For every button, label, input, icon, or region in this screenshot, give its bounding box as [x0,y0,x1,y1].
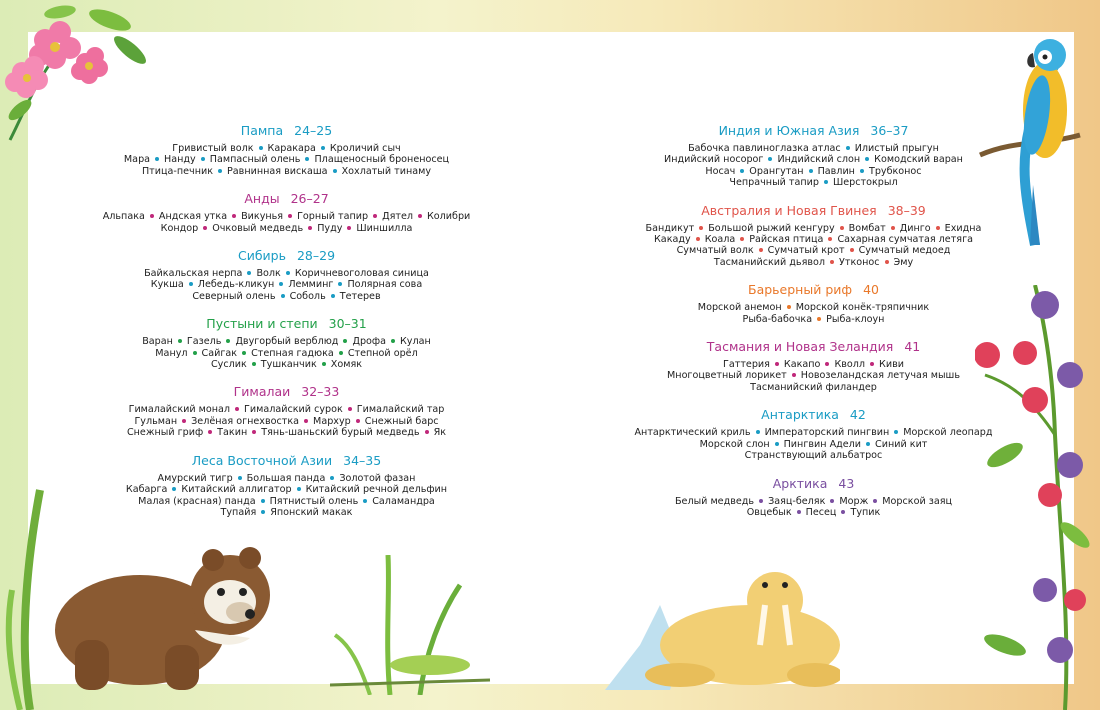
animal-name: Эму [893,256,914,268]
animal-name: Кукша [150,279,184,291]
animal-name: Андская утка [158,211,228,223]
animal-name: Варан [142,336,173,348]
animal-name: Газель [186,336,222,348]
bullet-dot-icon [281,294,285,298]
animal-name: Песец [805,506,837,518]
animal-name: Тупик [850,506,881,518]
bullet-dot-icon [363,499,367,503]
bullet-dot-icon [846,146,850,150]
animal-name: Тушканчик [260,359,317,371]
bullet-dot-icon [347,226,351,230]
walrus-illustration [600,545,840,690]
bullet-dot-icon [201,157,205,161]
bullet-dot-icon [261,499,265,503]
animal-line [100,416,473,427]
animal-line [100,484,473,495]
spectacled-bear-illustration [45,530,275,695]
bullet-dot-icon [172,487,176,491]
bullet-dot-icon [824,180,828,184]
animal-line [100,143,473,154]
animal-name: Синий кит [875,438,928,450]
animal-name: Овцебык [746,506,792,518]
animal-name: Мархур [313,415,351,427]
bullet-dot-icon [218,169,222,173]
bullet-dot-icon [338,282,342,286]
section-heading [100,191,473,207]
section-heading [627,339,1000,355]
animal-name: Кроличий сыч [329,143,401,154]
animal-name: Пампасный олень [209,154,301,166]
animal-name: Полярная сова [347,279,423,291]
bullet-dot-icon [870,362,874,366]
bullet-dot-icon [759,248,763,252]
bullet-dot-icon [391,339,395,343]
contents-section [627,407,1000,461]
animal-name: Морской леопард [903,427,993,439]
bullet-dot-icon [850,248,854,252]
animal-name: Альпака [102,211,145,223]
bullet-dot-icon [308,226,312,230]
section-page-numbers: 34–35 [343,452,382,468]
animal-name: Такин [217,427,248,439]
section-page-numbers: 40 [863,282,879,298]
animal-name: Байкальская нерпа [144,268,243,280]
animal-name: Гималайский тар [356,404,445,416]
animal-line [100,154,473,165]
animal-name: Зелёная огнехвостка [191,415,300,427]
animal-name: Пятнистый олень [269,495,359,507]
bullet-dot-icon [866,442,870,446]
bullet-dot-icon [333,169,337,173]
bullet-dot-icon [775,362,779,366]
animal-name: Хомяк [330,359,363,371]
animal-name: Кволл [834,359,866,371]
section-page-numbers: 38–39 [887,202,926,218]
animal-name: Заяц-беляк [768,495,826,507]
section-page-numbers: 42 [849,407,866,423]
animal-name: Пингвин Адели [783,438,862,450]
animal-line [627,359,1000,370]
animal-name: Саламандра [372,495,435,507]
animal-name: Волк [256,268,281,280]
section-heading [627,123,1000,139]
bullet-dot-icon [830,499,834,503]
contents-section [627,476,1000,519]
section-page-numbers: 43 [838,475,855,491]
animal-name: Плащеносный броненосец [314,154,450,166]
section-heading [100,453,473,469]
section-heading [100,248,473,264]
animal-line [627,370,1000,381]
bullet-dot-icon [873,499,877,503]
bullet-dot-icon [828,237,832,241]
bullet-dot-icon [418,214,422,218]
animal-name: Комодский варан [874,154,963,166]
section-heading [627,407,1000,423]
contents-section [627,339,1000,393]
section-heading [627,282,1000,298]
animal-name: Многоцветный лорикет [667,370,787,382]
animal-name: Степная гадюка [251,347,334,359]
section-title: Леса Восточной Азии [191,452,333,468]
animal-line [627,439,1000,450]
bullet-dot-icon [193,351,197,355]
animal-name: Сайгак [201,347,238,359]
animal-line [627,382,1000,393]
animal-name: Ехидна [944,222,982,234]
animal-name: Илистый прыгун [854,143,939,154]
section-page-numbers: 41 [904,339,921,355]
animal-name: Индийский носорог [664,154,764,166]
section-title: Австралия и Новая Гвинея [701,202,877,218]
bullet-dot-icon [288,214,292,218]
bullet-dot-icon [825,362,829,366]
animal-line [100,291,473,302]
animal-name: Манул [155,347,188,359]
contents-section [100,248,473,302]
bullet-dot-icon [740,237,744,241]
bullet-dot-icon [259,146,263,150]
contents-section [100,123,473,177]
animal-name: Динго [899,222,931,234]
bullet-dot-icon [787,305,791,309]
animal-line [627,257,1000,268]
bullet-dot-icon [252,362,256,366]
animal-name: Мара [123,154,151,166]
animal-name: Тетерев [339,290,381,302]
bullet-dot-icon [356,419,360,423]
animal-name: Сумчатый медоед [858,245,951,257]
animal-name: Дятел [382,211,413,223]
bullet-dot-icon [936,226,940,230]
animal-line [100,336,473,347]
animal-name: Соболь [289,290,326,302]
animal-name: Носач [705,165,736,177]
bullet-dot-icon [238,476,242,480]
animal-name: Тянь-шаньский бурый медведь [261,427,420,439]
bullet-dot-icon [797,510,801,514]
bullet-dot-icon [792,373,796,377]
animal-name: Индийский слон [777,154,861,166]
animal-name: Горный тапир [297,211,369,223]
contents-section [627,203,1000,269]
section-heading [627,203,1000,219]
bullet-dot-icon [348,407,352,411]
animal-name: Двугорбый верблюд [235,336,339,348]
animal-name: Гаттерия [723,359,770,371]
animal-name: Морской анемон [697,302,782,314]
bullet-dot-icon [155,157,159,161]
animal-name: Северный олень [192,290,276,302]
animal-name: Тасманийский филандер [750,381,877,393]
animal-name: Бандикут [645,222,695,234]
animal-name: Императорский пингвин [764,427,890,439]
bullet-dot-icon [150,214,154,218]
animal-name: Кулан [400,336,431,348]
section-page-numbers: 26–27 [290,191,329,207]
bullet-dot-icon [232,214,236,218]
animal-name: Утконос [839,256,880,268]
animal-line [627,166,1000,177]
animal-line [627,143,1000,154]
animal-name: Чепрачный тапир [729,177,819,189]
bullet-dot-icon [756,430,760,434]
animal-name: Рыба-бабочка [742,313,813,325]
bullet-dot-icon [759,499,763,503]
contents-section [627,282,1000,325]
bullet-dot-icon [279,282,283,286]
bullet-dot-icon [330,476,334,480]
animal-name: Нанду [164,154,196,166]
animal-name: Дрофа [352,336,386,348]
animal-name: Шерстокрыл [833,177,898,189]
section-title: Антарктика [761,407,839,423]
animal-name: Трубконос [868,165,922,177]
animal-line [100,507,473,518]
bullet-dot-icon [322,362,326,366]
animal-name: Очковый медведь [212,222,304,234]
animal-name: Гималайский сурок [244,404,343,416]
bullet-dot-icon [830,260,834,264]
animal-name: Большая панда [246,472,326,484]
animal-name: Суслик [210,359,247,371]
animal-name: Странствующий альбатрос [744,450,883,462]
animal-line [100,427,473,438]
bullet-dot-icon [226,339,230,343]
animal-name: Викунья [241,211,284,223]
bullet-dot-icon [252,430,256,434]
animal-name: Снежный барс [364,415,439,427]
bullet-dot-icon [343,339,347,343]
animal-line [627,234,1000,245]
grass-plants-illustration [330,555,495,695]
section-title: Пампа [240,123,284,138]
animal-name: Колибри [426,211,471,223]
bullet-dot-icon [305,157,309,161]
section-heading [100,123,473,139]
animal-name: Коала [704,234,736,246]
animal-name: Гривистый волк [172,143,254,154]
section-title: Анды [244,191,280,207]
bullet-dot-icon [182,419,186,423]
bullet-dot-icon [189,282,193,286]
section-title: Тасмания и Новая Зеландия [706,339,894,355]
bullet-dot-icon [696,237,700,241]
animal-name: Тасманийский дьявол [713,256,826,268]
animal-name: Китайский речной дельфин [305,484,448,496]
section-heading [627,476,1000,492]
bullet-dot-icon [841,510,845,514]
section-title: Барьерный риф [748,282,853,298]
section-title: Арктика [772,475,828,491]
animal-name: Вомбат [848,222,886,234]
contents-right-column [627,123,1000,532]
animal-line [100,223,473,234]
animal-line [627,177,1000,188]
contents-section [100,453,473,519]
animal-line [627,427,1000,438]
animal-name: Белый медведь [674,495,755,507]
bullet-dot-icon [339,351,343,355]
animal-line [100,279,473,290]
animal-name: Павлин [817,165,855,177]
animal-name: Пуду [317,222,343,234]
bullet-dot-icon [242,351,246,355]
animal-name: Степной орёл [347,347,418,359]
animal-name: Равнинная вискаша [227,165,328,177]
animal-name: Каракара [267,143,316,154]
animal-name: Морской заяц [882,495,953,507]
animal-line [627,507,1000,518]
animal-name: Тупайя [220,506,257,518]
animal-name: Амурский тигр [157,472,233,484]
animal-line [627,223,1000,234]
bullet-dot-icon [885,260,889,264]
animal-name: Какаду [654,234,691,246]
section-title: Индия и Южная Азия [718,123,860,138]
animal-name: Шиншилла [356,222,413,234]
animal-line [627,154,1000,165]
animal-name: Золотой фазан [339,472,416,484]
section-page-numbers: 28–29 [296,248,336,264]
animal-name: Китайский аллигатор [181,484,292,496]
animal-name: Морской слон [699,438,770,450]
bullet-dot-icon [261,510,265,514]
animal-name: Птица-печник [141,165,213,177]
animal-line [100,404,473,415]
animal-name: Сахарная сумчатая летяга [837,234,973,246]
bullet-dot-icon [809,169,813,173]
bullet-dot-icon [235,407,239,411]
animal-line [100,211,473,222]
contents-left-column [100,123,473,532]
bullet-dot-icon [860,169,864,173]
contents-section [100,191,473,234]
section-page-numbers: 24–25 [294,123,333,138]
animal-name: Киви [879,359,904,371]
animal-name: Лебедь-кликун [197,279,275,291]
animal-name: Сумчатый крот [767,245,845,257]
section-title: Сибирь [237,248,286,264]
animal-line [627,450,1000,461]
bullet-dot-icon [865,157,869,161]
bullet-dot-icon [740,169,744,173]
animal-name: Райская птица [749,234,824,246]
bullet-dot-icon [321,146,325,150]
animal-name: Лемминг [288,279,334,291]
animal-name: Малая (красная) панда [138,495,256,507]
animal-name: Большой рыжий кенгуру [708,222,835,234]
animal-name: Орангутан [749,165,804,177]
animal-name: Хохлатый тинаму [341,165,432,177]
animal-name: Кондор [160,222,199,234]
bullet-dot-icon [373,214,377,218]
animal-line [627,302,1000,313]
bullet-dot-icon [247,271,251,275]
animal-name: Кабарга [125,484,168,496]
bullet-dot-icon [331,294,335,298]
animal-name: Коричневоголовая синица [294,268,429,280]
bullet-dot-icon [425,430,429,434]
contents-section [627,123,1000,189]
bullet-dot-icon [817,317,821,321]
animal-line [100,359,473,370]
section-title: Гималаи [233,384,291,400]
bullet-dot-icon [203,226,207,230]
animal-name: Гималайский монал [128,404,231,416]
bullet-dot-icon [208,430,212,434]
section-page-numbers: 30–31 [328,316,367,332]
animal-name: Морж [839,495,869,507]
animal-name: Морской конёк-тряпичник [795,302,930,314]
animal-name: Какапо [783,359,821,371]
section-title: Пустыни и степи [206,316,318,332]
bullet-dot-icon [297,487,301,491]
bullet-dot-icon [894,430,898,434]
animal-line [100,348,473,359]
animal-line [100,496,473,507]
animal-line [100,166,473,177]
animal-name: Бабочка павлиноглазка атлас [688,143,841,154]
bullet-dot-icon [775,442,779,446]
animal-name: Рыба-клоун [826,313,885,325]
contents-section [100,316,473,370]
bullet-dot-icon [840,226,844,230]
bullet-dot-icon [178,339,182,343]
section-page-numbers: 36–37 [870,123,909,138]
animal-name: Японский макак [270,506,353,518]
animal-line [100,473,473,484]
animal-name: Гульман [134,415,178,427]
animal-line [627,245,1000,256]
section-page-numbers: 32–33 [301,384,340,400]
contents-section [100,384,473,438]
animal-name: Як [433,427,447,439]
bullet-dot-icon [699,226,703,230]
animal-name: Новозеландская летучая мышь [800,370,960,382]
bullet-dot-icon [891,226,895,230]
bullet-dot-icon [304,419,308,423]
section-heading [100,384,473,400]
bullet-dot-icon [768,157,772,161]
animal-name: Сумчатый волк [676,245,754,257]
animal-line [627,314,1000,325]
animal-line [100,268,473,279]
animal-name: Снежный гриф [126,427,204,439]
section-heading [100,316,473,332]
animal-line [627,496,1000,507]
animal-name: Антарктический криль [634,427,751,439]
bullet-dot-icon [286,271,290,275]
